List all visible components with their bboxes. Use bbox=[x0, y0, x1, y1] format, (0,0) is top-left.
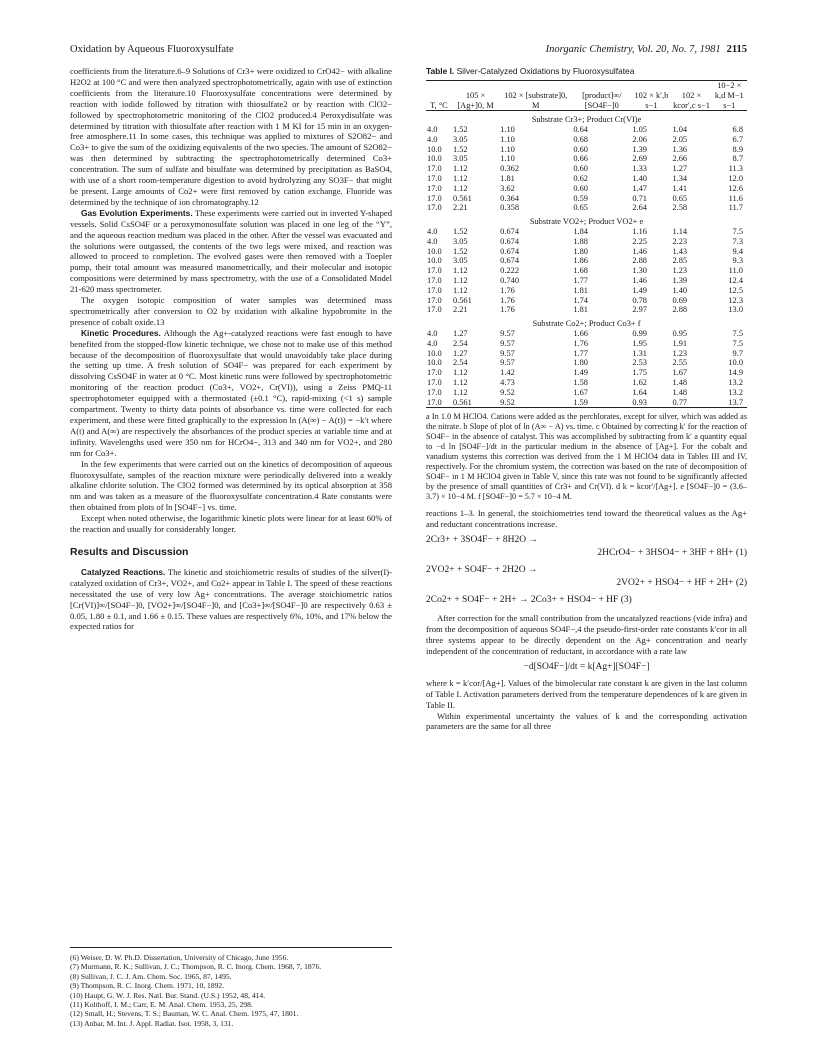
table-cell: 1.12 bbox=[452, 266, 468, 276]
table-cell: 1.84 bbox=[573, 227, 588, 237]
table-cell: 3.05 bbox=[452, 134, 468, 144]
table-cell: 9.52 bbox=[500, 397, 515, 407]
table-cell: 1.33 bbox=[632, 164, 647, 174]
table-cell: 1.23 bbox=[672, 348, 688, 358]
table-cell: 1.67 bbox=[573, 387, 588, 397]
paragraph-isotope: The oxygen isotopic composition of water samples was determined mass spectrometrically after conversion to O2 by oxidation with alkaline hypobromite in the presence of cobalt oxide.13 bbox=[70, 295, 392, 327]
table-cell: 0.77 bbox=[672, 397, 688, 407]
table-row bbox=[426, 329, 747, 339]
table-cell: 0.740 bbox=[500, 276, 519, 286]
table-cell: 17.0 bbox=[427, 164, 442, 174]
table-row bbox=[426, 256, 747, 266]
table-cell: 7.3 bbox=[732, 236, 743, 246]
table-cell: 7.5 bbox=[732, 329, 743, 339]
table-cell: 4.0 bbox=[427, 227, 438, 237]
table-cell: 10.0 bbox=[427, 358, 442, 368]
table-cell: 0.561 bbox=[452, 295, 472, 305]
table-cell: 1.40 bbox=[672, 285, 688, 295]
paragraph-decomposition: In the few experiments that were carried out on the kinetics of decomposition of aqueous fluoroxysulfate, samples of the reaction mixture were periodically delivered into a weakly alkaline chlorite solution. The ClO2 formed was determined by its optical absorption at 358 nm and was taken as a measure of the fluoroxysulfate concentration.4 Rate constants were then obtained from plots of ln [SO4F−] vs. time. bbox=[70, 458, 392, 513]
catalyzed-reactions-heading: Catalyzed Reactions. bbox=[81, 566, 166, 577]
table-cell: 17.0 bbox=[427, 305, 442, 315]
table-cell: 10.0 bbox=[427, 348, 442, 358]
table-cell: 4.0 bbox=[427, 338, 438, 348]
paragraph-gas-evolution: Gas Evolution Experiments. These experiments were carried out in inverted Y-shaped vessels. Solid CsSO4F or a peroxymonosulfate solution was placed in one leg of the “Y”, and the aqueous reaction medium was placed in the other. After the vessel was evacuated and the solutions were outgassed, the contents of the two legs were mixed, and reaction was allowed to proceed to completion. The evolved gases were then removed with a Toepler pump, their total amount was measured manometrically, and their molecular and isotopic compositions were determined by mass spectrometry, with the use of a Consolidated Model 21-620 mass spectrometer. bbox=[70, 207, 392, 295]
table-group-label: Substrate Cr3+; Product Cr(VI)e bbox=[531, 115, 642, 125]
table-cell: 1.39 bbox=[632, 144, 647, 154]
table-cell: 2.55 bbox=[672, 358, 688, 368]
table-cell: 12.4 bbox=[728, 276, 743, 286]
equation-1: 2Cr3+ + 3SO4F− + 8H2O → 2HCrO4− + 3HSO4− + 3HF + 8H+ (1) bbox=[426, 535, 747, 559]
table-cell: 17.0 bbox=[427, 203, 442, 213]
table-cell: 17.0 bbox=[427, 276, 442, 286]
table-cell: 12.0 bbox=[728, 174, 743, 184]
table-row bbox=[426, 349, 747, 359]
table-row bbox=[426, 135, 747, 145]
table-cell: 4.0 bbox=[427, 329, 438, 339]
table-cell: 0.59 bbox=[573, 193, 588, 203]
table-cell: 9.52 bbox=[500, 387, 515, 397]
table-cell: 11.3 bbox=[728, 164, 743, 174]
table-cell: 1.27 bbox=[452, 348, 468, 358]
table-cell: 1.23 bbox=[672, 266, 688, 276]
table-cell: 10.0 bbox=[728, 358, 743, 368]
results-heading: Results and Discussion bbox=[70, 545, 189, 558]
table-cell: 13.2 bbox=[728, 378, 743, 388]
table-cell: 2.53 bbox=[632, 358, 647, 368]
table-cell: 0.65 bbox=[573, 203, 588, 213]
table-cell: 0.68 bbox=[573, 134, 588, 144]
table-cell: 11.0 bbox=[728, 266, 743, 276]
table-cell: 13.2 bbox=[728, 387, 743, 397]
table-cell: 0.78 bbox=[632, 295, 647, 305]
table-group-chromium bbox=[426, 111, 747, 213]
table-cell: 1.48 bbox=[672, 378, 688, 388]
left-column bbox=[70, 66, 392, 632]
table-header-cell: 102 × kcor′,c s−1 bbox=[673, 90, 710, 110]
table-row bbox=[426, 398, 747, 408]
table-cell: 10.0 bbox=[427, 246, 442, 256]
paragraph-bimolecular: where k = k′cor/[Ag+]. Values of the bimolecular rate constant k are given in the last column of Table I. Activation parameters derived from the temperature dependences of k are given in Table II. bbox=[426, 677, 747, 710]
right-column bbox=[426, 66, 747, 732]
paragraph-uncertainty: Within experimental uncertainty the values of k and the corresponding activation parameters are the same for all three bbox=[426, 710, 747, 732]
running-header bbox=[70, 44, 747, 58]
table-cell: 10.0 bbox=[427, 256, 442, 266]
gas-evolution-heading: Gas Evolution Experiments. bbox=[81, 207, 193, 218]
table-cell: 2.21 bbox=[452, 305, 468, 315]
table-cell: 1.27 bbox=[672, 164, 688, 174]
table-cell: 6.7 bbox=[732, 134, 743, 144]
table-cell: 0.561 bbox=[452, 397, 472, 407]
table-cell: 1.16 bbox=[632, 227, 647, 237]
table-row bbox=[426, 203, 747, 213]
table-cell: 9.57 bbox=[500, 348, 515, 358]
kinetic-procedures-heading: Kinetic Procedures. bbox=[81, 327, 161, 338]
footnote-item: (9) Thompson, R. C. Inorg. Chem. 1971, 10, 1892. bbox=[70, 981, 225, 991]
table-row bbox=[426, 358, 747, 368]
table-cell: 3.05 bbox=[452, 154, 468, 164]
table-group-vanadium bbox=[426, 213, 747, 315]
table-cell: 1.40 bbox=[632, 174, 647, 184]
table-cell: 0.674 bbox=[500, 236, 519, 246]
table-cell: 2.25 bbox=[632, 236, 647, 246]
table-row bbox=[426, 154, 747, 164]
table-cell: 1.30 bbox=[632, 266, 647, 276]
table-cell: 17.0 bbox=[427, 397, 442, 407]
table-row bbox=[426, 194, 747, 204]
table-cell: 1.80 bbox=[573, 246, 588, 256]
table-row bbox=[426, 164, 747, 174]
table-cell: 1.74 bbox=[573, 295, 588, 305]
table-cell: 3.05 bbox=[452, 236, 468, 246]
table-cell: 1.04 bbox=[672, 125, 688, 135]
table-cell: 8.9 bbox=[732, 144, 743, 154]
table-cell: 1.12 bbox=[452, 276, 468, 286]
table-cell: 1.52 bbox=[452, 144, 468, 154]
running-title: Oxidation by Aqueous Fluoroxysulfate bbox=[70, 44, 234, 55]
table-cell: 17.0 bbox=[427, 183, 442, 193]
table-cell: 0.674 bbox=[500, 227, 519, 237]
table-row bbox=[426, 305, 747, 315]
table-cell: 2.54 bbox=[452, 358, 468, 368]
table-cell: 1.10 bbox=[500, 134, 515, 144]
table-cell: 9.4 bbox=[732, 246, 743, 256]
rate-table bbox=[426, 80, 747, 409]
journal-citation: Inorganic Chemistry, Vol. 20, No. 7, 1981 2115 bbox=[545, 44, 747, 55]
table-row bbox=[426, 286, 747, 296]
table-row bbox=[426, 368, 747, 378]
table-cell: 1.81 bbox=[573, 285, 588, 295]
table-row bbox=[426, 174, 747, 184]
table-cell: 1.76 bbox=[500, 295, 515, 305]
table-cell: 1.12 bbox=[452, 174, 468, 184]
table-cell: 1.86 bbox=[573, 256, 588, 266]
table-cell: 7.5 bbox=[732, 338, 743, 348]
table-group-label-row bbox=[426, 315, 747, 329]
footnote-item: (13) Anbar, M. Int. J. Appl. Radiat. Isot. 1958, 3, 131. bbox=[70, 1018, 234, 1028]
paragraph-stoichiometry: reactions 1–3. In general, the stoichiometries tend toward the theoretical values as the Ag+ and reductant concentrations increase. bbox=[426, 508, 747, 530]
table-row bbox=[426, 378, 747, 388]
table-cell: 0.222 bbox=[500, 266, 519, 276]
table-cell: 0.561 bbox=[452, 193, 472, 203]
paragraph-rate-constants: After correction for the small contribution from the uncatalyzed reactions (vide infra) and from the decomposition of aqueous SO4F−,4 the pseudo-first-order rate constants k′cor in all three systems appear to be directly dependent on the Ag+ concentration and nearly independent of the concentration of reductant, in accordance with a rate law bbox=[426, 613, 747, 656]
table-cell: 10.0 bbox=[427, 154, 442, 164]
table-cell: 1.12 bbox=[452, 378, 468, 388]
table-cell: 1.10 bbox=[500, 144, 515, 154]
paragraph-linearity: Except when noted otherwise, the logarithmic kinetic plots were linear for at least 60% of the reaction and usually for considerably longer. bbox=[70, 513, 392, 535]
table-cell: 0.95 bbox=[672, 329, 688, 339]
paragraph-kinetic: Kinetic Procedures. Although the Ag+-catalyzed reactions were fast enough to have benefited from the stopped-flow kinetic technique, we chose not to make use of this method because of the decomposition of fluoroxysulfate that would unavoidably take place during the setting up time. A fresh solution of SO4F− was prepared for each experiment by dissolving CsSO4F in water at 0 °C. Most kinetic runs were followed by spectrophotometric monitoring of the reaction product (Co3+, VO2+, Cr(VI)), using a Zeiss PMQ-11 spectrophotometer equipped with a thermostated (±0.1 °C), rapid-mixing (<1 s) sample compartment. Twenty to thirty data points of absorbance vs. time were collected for each experiment, and these were fitted graphically to the expression ln (A(∞) − A(t)) = −k′t where A(t) and A(∞) are respectively the absorbances of the product species at variable time and at infinity. Wavelengths used were 350 nm for HCrO4−, 313 and 340 nm for VO2+, and 280 nm for Co3+. bbox=[70, 327, 392, 458]
table-cell: 9.57 bbox=[500, 358, 515, 368]
table-cell: 0.674 bbox=[500, 256, 519, 266]
table-row bbox=[426, 125, 747, 135]
table-cell: 1.91 bbox=[672, 338, 688, 348]
table-cell: 11.7 bbox=[728, 203, 743, 213]
table-cell: 2.05 bbox=[672, 134, 688, 144]
table-cell: 17.0 bbox=[427, 285, 442, 295]
table-group-label: Substrate Co2+; Product Co3+ f bbox=[532, 319, 641, 329]
footnote-item: (10) Haupt, G. W. J. Res. Natl. Bur. Stand. (U.S.) 1952, 48, 414. bbox=[70, 990, 266, 1000]
table-cell: 1.76 bbox=[500, 305, 515, 315]
footnote-item: (11) Kolthoff, I. M.; Carr, E. M. Anal. Chem. 1953, 25, 298. bbox=[70, 1000, 253, 1010]
table-cell: 1.64 bbox=[632, 387, 647, 397]
table-cell: 0.358 bbox=[500, 203, 519, 213]
table-cell: 1.39 bbox=[672, 276, 688, 286]
table-row bbox=[426, 339, 747, 349]
table-row bbox=[426, 276, 747, 286]
table-cell: 2.21 bbox=[452, 203, 468, 213]
table-row bbox=[426, 227, 747, 237]
table-cell: 0.64 bbox=[573, 125, 588, 135]
table-cell: 0.362 bbox=[500, 164, 519, 174]
table-row bbox=[426, 237, 747, 247]
table-cell: 3.62 bbox=[500, 183, 515, 193]
table-cell: 1.77 bbox=[573, 276, 588, 286]
table-row bbox=[426, 247, 747, 257]
page-number: 2115 bbox=[726, 44, 747, 55]
table-cell: 1.47 bbox=[632, 183, 647, 193]
table-cell: 4.0 bbox=[427, 236, 438, 246]
table-cell: 9.57 bbox=[500, 338, 515, 348]
table-cell: 0.60 bbox=[573, 164, 588, 174]
table-header-cell: [product]∞/ [SO4F−]0 bbox=[582, 90, 622, 110]
table-cell: 1.49 bbox=[632, 285, 647, 295]
table-caption: Table I. Silver-Catalyzed Oxidations by Fluoroxysulfatea bbox=[426, 66, 635, 76]
table-cell: 1.36 bbox=[672, 144, 688, 154]
table-header-cell: 105 × [Ag+]0, M bbox=[457, 90, 494, 110]
table-cell: 0.62 bbox=[573, 174, 588, 184]
table-cell: 1.14 bbox=[672, 227, 688, 237]
table-cell: 2.58 bbox=[672, 203, 688, 213]
table-cell: 1.52 bbox=[452, 125, 468, 135]
table-cell: 17.0 bbox=[427, 378, 442, 388]
table-cell: 12.6 bbox=[728, 183, 743, 193]
table-cell: 1.75 bbox=[632, 368, 647, 378]
table-cell: 1.62 bbox=[632, 378, 647, 388]
table-cell: 1.81 bbox=[573, 305, 588, 315]
table-cell: 17.0 bbox=[427, 368, 442, 378]
rate-law-equation: −d[SO4F−]/dt = k[Ag+][SO4F−] bbox=[523, 661, 650, 672]
table-cell: 1.81 bbox=[500, 174, 515, 184]
table-cell: 0.71 bbox=[632, 193, 647, 203]
table-cell: 1.48 bbox=[672, 387, 688, 397]
table-cell: 1.68 bbox=[573, 266, 588, 276]
table-cell: 1.12 bbox=[452, 368, 468, 378]
table-cell: 1.46 bbox=[632, 276, 647, 286]
table-cell: 1.49 bbox=[573, 368, 588, 378]
table-footnote: a In 1.0 M HClO4. Cations were added as the perchlorates, except for silver, which was added as the nitrate. b Slope of plot of ln (A∞ − A) vs. time. c Obtained by correcting k′ for the reaction of SO4F− in the absence of catalyst. This was accomplished by subtracting from k′ a quantity equal to −d ln [SO4F−]/dt in the particular medium in the absence of [Ag+]. For the cobalt and vanadium systems this correction was derived from the 1 M HClO4 data in Tables III and IV, respectively. For the chromium system, the correction was based on the rate of decomposition of SO4F− in 1 M HClO4 given in Table V, since this rate was not found to be significantly affected by the presence of small quantities of Cr3+ and Cr(VI). d k = kcor′/[Ag+]. e [SO4F−]0 = (3.6–3.7) × 10−4 M. f [SO4F−]0 = 5.7 × 10−4 M. bbox=[426, 412, 747, 502]
table-row bbox=[426, 296, 747, 306]
table-group-cobalt bbox=[426, 315, 747, 408]
table-cell: 0.60 bbox=[573, 183, 588, 193]
equation-2: 2VO2+ + SO4F− + 2H2O → 2VO2+ + HSO4− + HF + 2H+ (2) bbox=[426, 565, 747, 589]
table-cell: 17.0 bbox=[427, 266, 442, 276]
table-cell: 2.54 bbox=[452, 338, 468, 348]
table-cell: 1.88 bbox=[573, 236, 588, 246]
table-cell: 2.66 bbox=[672, 154, 688, 164]
table-cell: 1.52 bbox=[452, 227, 468, 237]
table-header-cell: 102 × [substrate]0, M bbox=[504, 90, 568, 110]
table-cell: 2.88 bbox=[672, 305, 688, 315]
table-cell: 1.52 bbox=[452, 246, 468, 256]
table-cell: 2.69 bbox=[632, 154, 647, 164]
table-cell: 12.3 bbox=[728, 295, 743, 305]
table-cell: 6.8 bbox=[732, 125, 743, 135]
table-cell: 13.0 bbox=[728, 305, 743, 315]
table-cell: 1.41 bbox=[672, 183, 688, 193]
table-cell: 4.73 bbox=[500, 378, 515, 388]
table-cell: 1.34 bbox=[672, 174, 688, 184]
table-cell: 1.10 bbox=[500, 125, 515, 135]
table-cell: 9.57 bbox=[500, 329, 515, 339]
table-cell: 0.99 bbox=[632, 329, 647, 339]
table-cell: 1.46 bbox=[632, 246, 647, 256]
table-cell: 1.66 bbox=[573, 329, 588, 339]
footnote-item: (7) Murmann, R. K.; Sullivan, J. C.; Thompson, R. C. Inorg. Chem. 1968, 7, 1876. bbox=[70, 962, 322, 972]
reference-footnotes bbox=[70, 947, 392, 1028]
table-cell: 12.5 bbox=[728, 285, 743, 295]
table-cell: 0.674 bbox=[500, 246, 519, 256]
table-cell: 1.77 bbox=[573, 348, 588, 358]
table-cell: 1.95 bbox=[632, 338, 647, 348]
table-cell: 0.60 bbox=[573, 144, 588, 154]
table-cell: 10.0 bbox=[427, 144, 442, 154]
table-cell: 0.66 bbox=[573, 154, 588, 164]
table-cell: 2.85 bbox=[672, 256, 688, 266]
table-cell: 14.9 bbox=[728, 368, 743, 378]
table-cell: 2.64 bbox=[632, 203, 647, 213]
table-cell: 1.80 bbox=[573, 358, 588, 368]
footnote-item: (8) Sullivan, J. C. J. Am. Chem. Soc. 1965, 87, 1495. bbox=[70, 971, 232, 981]
table-cell: 1.12 bbox=[452, 285, 468, 295]
table-cell: 1.12 bbox=[452, 164, 468, 174]
table-cell: 9.7 bbox=[732, 348, 743, 358]
table-row bbox=[426, 266, 747, 276]
table-cell: 4.0 bbox=[427, 125, 438, 135]
table-cell: 11.6 bbox=[728, 193, 743, 203]
table-cell: 1.42 bbox=[500, 368, 515, 378]
table-cell: 17.0 bbox=[427, 193, 442, 203]
table-row bbox=[426, 388, 747, 398]
equation-3: 2Co2+ + SO4F− + 2H+ → 2Co3+ + HSO4− + HF (3) bbox=[426, 595, 632, 606]
table-cell: 17.0 bbox=[427, 387, 442, 397]
table-cell: 0.93 bbox=[632, 397, 647, 407]
table-cell: 1.10 bbox=[500, 154, 515, 164]
table-cell: 0.65 bbox=[672, 193, 688, 203]
table-cell: 4.0 bbox=[427, 134, 438, 144]
table-group-label-row bbox=[426, 111, 747, 125]
table-cell: 1.58 bbox=[573, 378, 588, 388]
table-cell: 1.12 bbox=[452, 387, 468, 397]
table-group-label: Substrate VO2+; Product VO2+ e bbox=[529, 217, 644, 227]
table-cell: 1.05 bbox=[632, 125, 647, 135]
table-cell: 1.76 bbox=[573, 338, 588, 348]
table-cell: 1.59 bbox=[573, 397, 588, 407]
table-cell: 1.67 bbox=[672, 368, 688, 378]
paragraph-analysis: coefficients from the literature.6–9 Solutions of Cr3+ were oxidized to CrO42− with alkaline H2O2 at 100 °C and were then analyzed spectrophotometrically, again with use of extinction coefficients from the literature.10 Fluoroxysulfate concentrations were determined by reaction with iodide followed by titration with thiosulfate2 or by reaction with ClO2− followed by spectrophotometric monitoring of the ClO2 produced.4 Peroxydisulfate was determined by titration with thiosulfate after reaction with 1 M KI for 15 min in an oxygen-free atmosphere.11 In some cases, this technique was applied to mixtures of S2O82− and Co3+ to give the sum of the oxidizing equivalents of the two species. The amount of S2O82− was then determined by subtracting the spectrophotometrically determined Co3+ concentration. The sum of sulfate and bisulfate was determined by precipitation as BaSO4, with use of a short room-temperature digestion to avoid hydrolyzing any SO3F− that might be present. Large amounts of Co2+ were first removed by cation exchange. Fluoride was determined by the technique of ion chromatography.12 bbox=[70, 66, 392, 207]
footnote-item: (12) Small, H.; Stevens, T. S.; Bauman, W. C. Anal. Chem. 1975, 47, 1801. bbox=[70, 1009, 299, 1019]
table-cell: 0.364 bbox=[500, 193, 519, 203]
table-cell: 9.3 bbox=[732, 256, 743, 266]
table-cell: 1.76 bbox=[500, 285, 515, 295]
table-header-cell: T, °C bbox=[430, 100, 448, 110]
table-header-cell: 102 × k′,b s−1 bbox=[634, 90, 669, 110]
table-cell: 17.0 bbox=[427, 295, 442, 305]
table-cell: 7.5 bbox=[732, 227, 743, 237]
table-group-label-row bbox=[426, 213, 747, 227]
table-cell: 2.97 bbox=[632, 305, 647, 315]
table-header-cell: 10−2 × k,d M−1 s−1 bbox=[714, 80, 744, 110]
table-cell: 2.06 bbox=[632, 134, 647, 144]
table-cell: 3.05 bbox=[452, 256, 468, 266]
table-cell: 8.7 bbox=[732, 154, 743, 164]
table-cell: 1.12 bbox=[452, 183, 468, 193]
table-cell: 1.27 bbox=[452, 329, 468, 339]
table-cell: 2.23 bbox=[672, 236, 688, 246]
table-cell: 17.0 bbox=[427, 174, 442, 184]
table-cell: 0.69 bbox=[672, 295, 688, 305]
table-cell: 1.43 bbox=[672, 246, 688, 256]
table-cell: 1.31 bbox=[632, 348, 647, 358]
table-row bbox=[426, 184, 747, 194]
footnote-item: (6) Weiser, D. W. Ph.D. Dissertation, University of Chicago, June 1956. bbox=[70, 953, 289, 962]
paragraph-catalyzed: Catalyzed Reactions. The kinetic and stoichiometric results of studies of the silver(I)-catalyzed oxidation of Cr3+, VO2+, and Co2+ appear in Table I. The speed of these reactions necessitated the use of very low Ag+ concentrations. The average stoichiometric ratios [Cr(VI)]∞/[SO4F−]0, [VO2+]∞/[SO4F−]0, and [Co3+]∞/[SO4F−]0 are respectively 0.63 ± 0.05, 1.80 ± 0.1, and 1.66 ± 0.15. These values are respectively 6%, 10%, and 17% below the expected ratios for bbox=[70, 566, 393, 632]
table-cell: 13.7 bbox=[728, 397, 743, 407]
table-cell: 2.88 bbox=[632, 256, 647, 266]
table-row bbox=[426, 145, 747, 155]
